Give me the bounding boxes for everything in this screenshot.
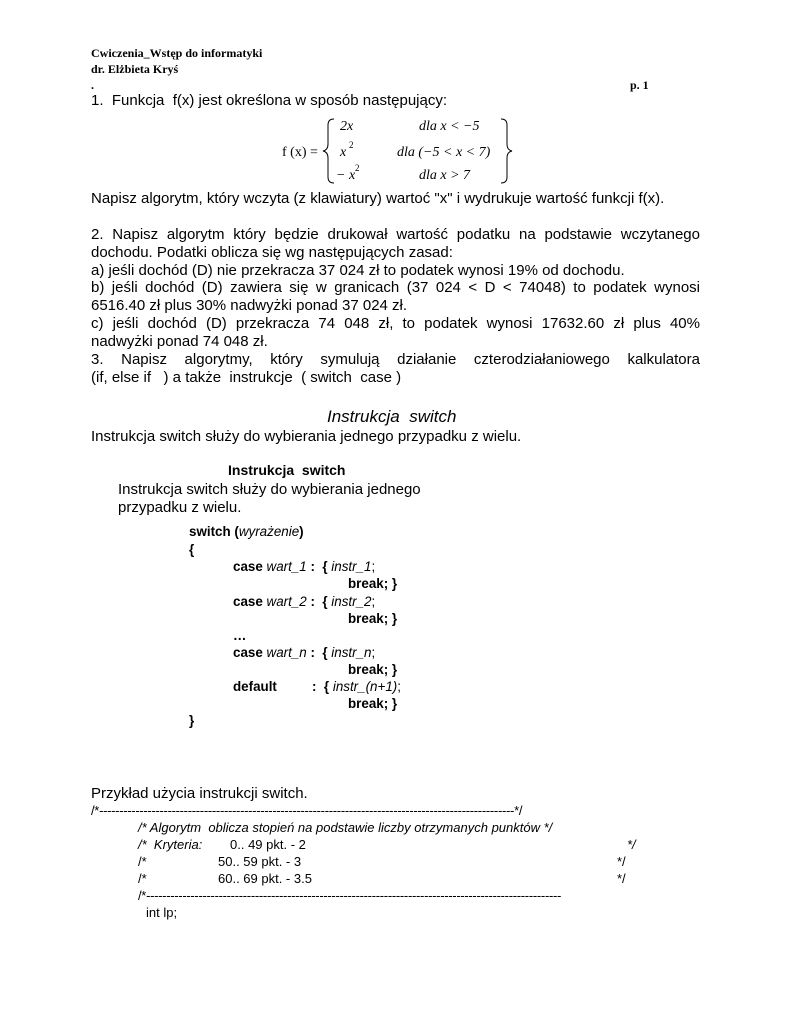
task2-line1: 2. Napisz algorytm który będzie drukował wartość podatku na podstawie wczytanego (91, 226, 700, 243)
syntax-case2 (233, 594, 375, 609)
case-colon: : { (306, 645, 332, 660)
case-semicolon: ; (371, 559, 376, 574)
box-description-line1: Instrukcja switch służy do wybierania jednego (118, 481, 421, 498)
case-value: wart_2 (266, 594, 307, 609)
example-rule-bottom: /*------------------------------------------------------------------------------------------------------- (138, 888, 562, 903)
case-keyword: case (233, 645, 263, 660)
formula-row1-expr: 2x (340, 119, 354, 134)
syntax-close-brace: } (189, 713, 195, 728)
case-keyword: case (233, 559, 263, 574)
task2-rule-b: b) jeśli dochód (D) zawiera się w granicach (37 024 < D < 74048) to podatek wynosi (91, 279, 700, 296)
page-number: p. 1 (630, 78, 649, 92)
syntax-open-paren: ( (230, 524, 239, 539)
task2-rule-b-cont: 6516.40 zł plus 30% nadwyżki ponad 37 024 zł. (91, 297, 408, 314)
example-title: Przykład użycia instrukcji switch. (91, 785, 308, 802)
example-comment-4-end: */ (617, 871, 626, 886)
formula-row3-expr: − x (336, 168, 356, 183)
example-comment-2-end: */ (627, 837, 636, 852)
task2-rule-c-cont: nadwyżki ponad 74 048 zł. (91, 333, 268, 350)
default-colon: : { (312, 679, 333, 694)
example-comment-4-start: /* (138, 871, 147, 886)
formula-row2-cond: dla (−5 < x < 7) (397, 145, 491, 160)
example-rule-top: /*-------------------------------------------------------------------------------------------------------*/ (91, 803, 523, 818)
formula-row2-exponent: 2 (349, 140, 354, 150)
task3-line1: 3. Napisz algorytmy, który symulują działanie czterodziałaniowego kalkulatora (91, 351, 700, 368)
formula-lhs: f (x) = (282, 145, 318, 160)
task2-line2: dochodu. Podatki oblicza się wg następujących zasad: (91, 244, 453, 261)
example-comment-3-start: /* (138, 854, 147, 869)
formula-row2-expr: x (340, 145, 347, 160)
syntax-break: break; } (348, 696, 398, 711)
case-instruction: instr_2 (331, 594, 372, 609)
example-comment-3-range: 50.. 59 pkt. - 3 (218, 854, 302, 869)
task3-line2: (if, else if ) a także instrukcje ( switch case ) (91, 369, 402, 386)
box-description-line2: przypadku z wielu. (118, 499, 242, 516)
case-semicolon: ; (371, 645, 376, 660)
example-comment-2-range: 0.. 49 pkt. - 2 (230, 837, 306, 852)
syntax-open-brace: { (189, 542, 195, 557)
section-description: Instrukcja switch służy do wybierania jednego przypadku z wielu. (91, 428, 522, 445)
case-instruction: instr_1 (331, 559, 372, 574)
switch-keyword: switch (189, 524, 231, 539)
box-heading: Instrukcja switch (228, 462, 346, 478)
formula-row1-cond: dla x < −5 (419, 119, 480, 134)
task2-rule-a: a) jeśli dochód (D) nie przekracza 37 024 zł to podatek wynosi 19% od dochodu. (91, 262, 625, 279)
case-semicolon: ; (371, 594, 376, 609)
task2-rule-c: c) jeśli dochód (D) przekracza 74 048 zł, to podatek wynosi 17632.60 zł plus 40% (91, 315, 700, 332)
header-dot: . (91, 78, 94, 92)
example-comment-3-end: */ (617, 854, 626, 869)
default-keyword: default (233, 679, 277, 694)
author: dr. Elżbieta Kryś (91, 62, 179, 76)
example-comment-2-start: /* Kryteria: (138, 837, 203, 852)
case-value: wart_n (266, 645, 307, 660)
syntax-break: break; } (348, 662, 398, 677)
default-instruction: instr_(n+1) (332, 679, 398, 694)
syntax-default-body (312, 679, 401, 694)
syntax-break: break; } (348, 576, 398, 591)
syntax-break: break; } (348, 611, 398, 626)
syntax-casen (233, 645, 375, 660)
syntax-expression: wyrażenie (238, 524, 300, 539)
formula-row3-exponent: 2 (355, 163, 360, 173)
task1-text: 1. Funkcja f(x) jest określona w sposób następujący: (91, 92, 448, 109)
case-keyword: case (233, 594, 263, 609)
case-instruction: instr_n (331, 645, 372, 660)
syntax-close-paren: ) (299, 524, 304, 539)
case-colon: : { (306, 594, 332, 609)
syntax-ellipsis: … (233, 628, 247, 643)
course-title: Cwiczenia_Wstęp do informatyki (91, 46, 263, 60)
syntax-case1 (233, 559, 375, 574)
example-comment-4-range: 60.. 69 pkt. - 3.5 (218, 871, 312, 886)
default-semicolon: ; (397, 679, 401, 694)
example-code-line: int lp; (146, 905, 178, 920)
formula-row3-cond: dla x > 7 (419, 168, 471, 183)
case-value: wart_1 (266, 559, 307, 574)
case-colon: : { (306, 559, 332, 574)
task1-instruction: Napisz algorytm, który wczyta (z klawiatury) wartoć "x" i wydrukuje wartość funkcji f(x). (91, 190, 665, 207)
section-heading: Instrukcja switch (327, 407, 457, 426)
example-comment-1: /* Algorytm oblicza stopień na podstawie liczby otrzymanych punktów */ (138, 820, 553, 835)
syntax-switch-line (189, 524, 304, 539)
